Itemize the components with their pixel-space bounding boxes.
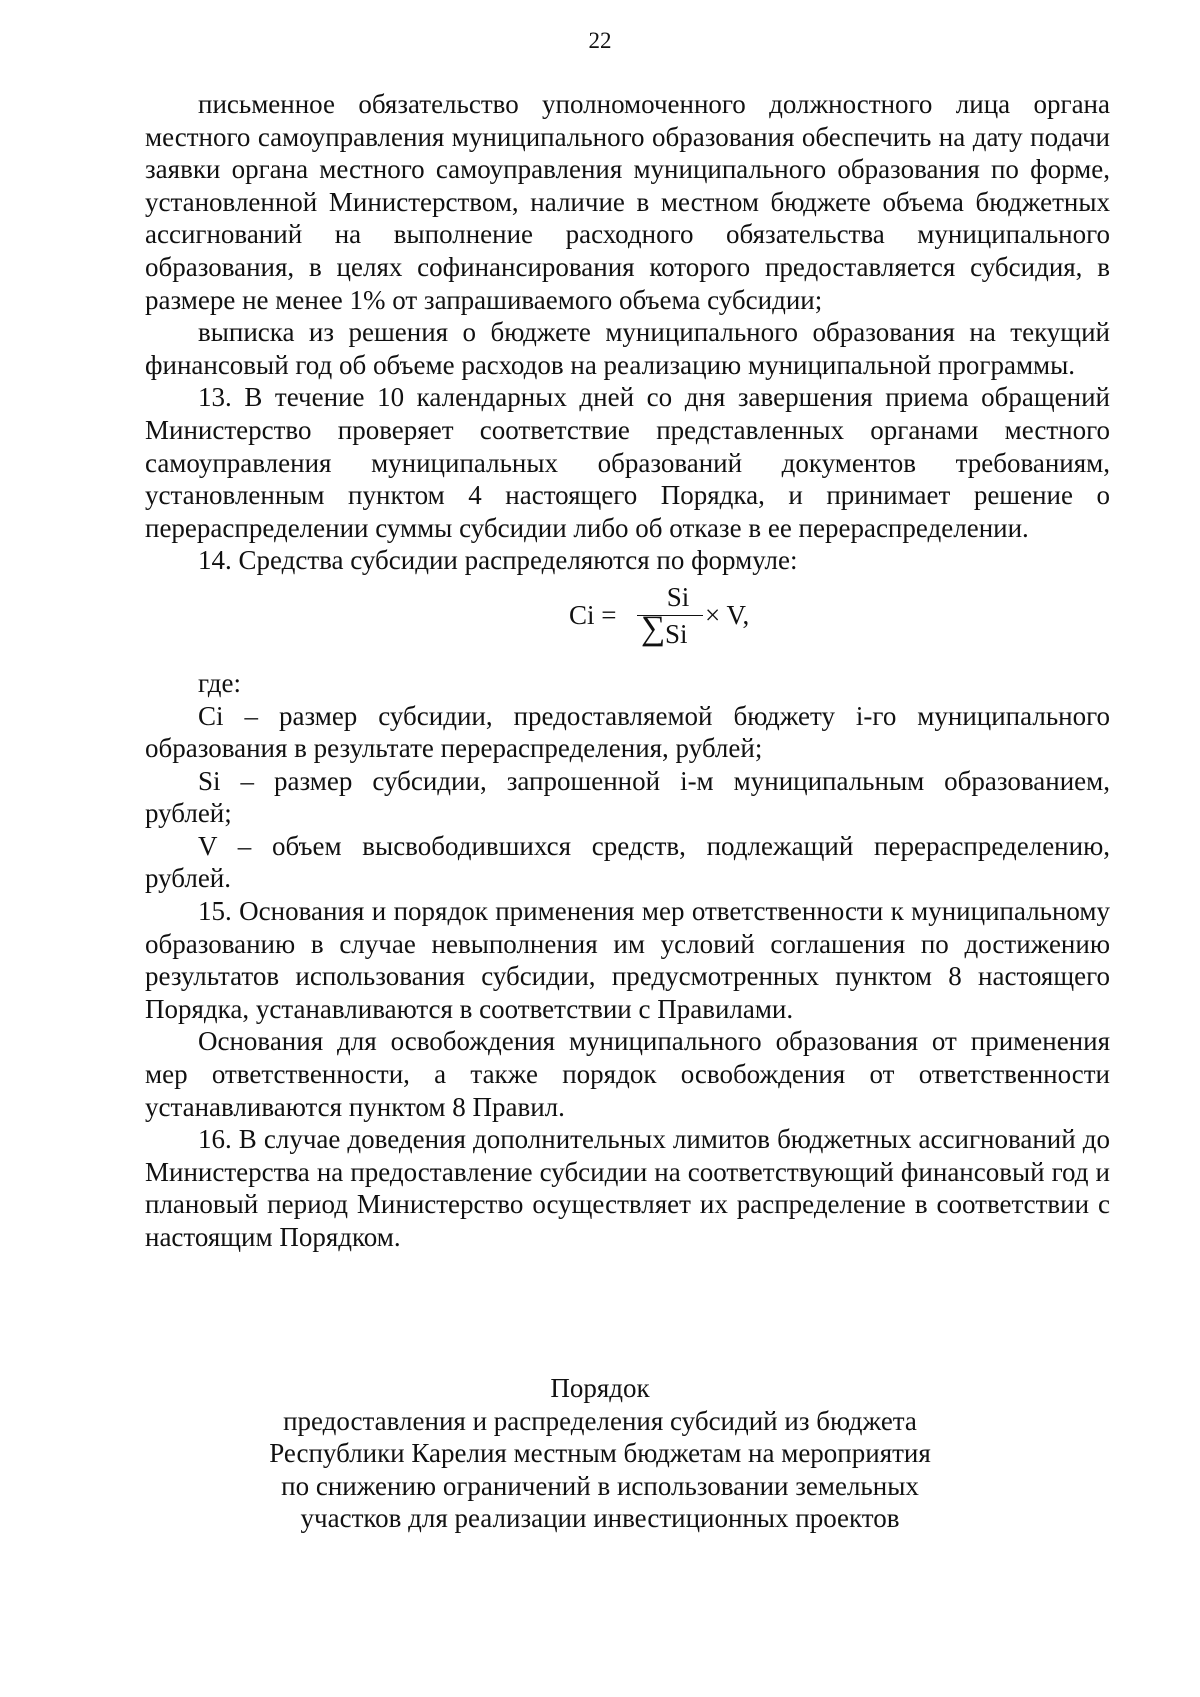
document-body [145, 88, 1110, 1254]
heading-line-3: по снижению ограничений в использовании земельных [281, 1470, 919, 1501]
formula-lhs: Ci = [569, 599, 617, 630]
paragraph-where: где: [198, 667, 241, 698]
paragraph-item-14: 14. Средства субсидии распределяются по формуле: [198, 545, 798, 576]
section-heading [0, 1372, 1200, 1535]
formula-numerator: Si [666, 581, 690, 612]
paragraph-budget-extract: выписка из решения о бюджете муниципального образования на текущий финансовый год об объеме расходов на реализацию муниципальной программы. [145, 317, 1110, 380]
distribution-formula [145, 577, 1110, 667]
heading-title: Порядок [550, 1373, 650, 1403]
heading-line-1: предоставления и распределения субсидий из бюджета [283, 1405, 917, 1436]
formula-denominator: Si [665, 618, 688, 649]
sum-sigma-icon: ∑ [641, 609, 666, 647]
paragraph-item-13: 13. В течение 10 календарных дней со дня завершения приема обращений Министерство проверяет соответствие представленных органами местного самоуправления муниципальных образований документов требованиям, установленным пунктом 4 настоящего Порядка, и принимает решение о перераспределении суммы субсидии либо об отказе в ее перераспределении. [145, 382, 1110, 543]
heading-line-4: участков для реализации инвестиционных проектов [300, 1503, 900, 1534]
definition-ci: Ci – размер субсидии, предоставляемой бюджету i-го муниципального образования в результате перераспределения, рублей; [145, 700, 1110, 764]
definition-si: Si – размер субсидии, запрошенной i-м муниципальным образованием, рублей; [145, 765, 1110, 829]
page-number: 22 [588, 28, 612, 53]
definition-v: V – объем высвободившихся средств, подлежащий перераспределению, рублей. [145, 830, 1110, 894]
heading-line-2: Республики Карелия местным бюджетам на мероприятия [269, 1438, 931, 1469]
paragraph-item-16: 16. В случае доведения дополнительных лимитов бюджетных ассигнований до Министерства на предоставление субсидии на соответствующий финансовый год и плановый период Министерство осуществляет их распределение в соответствии с настоящим Порядком. [145, 1124, 1110, 1252]
paragraph-item-15: 15. Основания и порядок применения мер ответственности к муниципальному образованию в случае невыполнения им условий соглашения по достижению результатов использования субсидии, предусмотренных пунктом 8 настоящего Порядка, устанавливаются в соответствии с Правилами. [145, 896, 1110, 1024]
paragraph-written-obligation: письменное обязательство уполномоченного должностного лица органа местного самоуправления муниципального образования обеспечить на дату подачи заявки органа местного самоуправления муниципального образования по форме, установленной Министерством, наличие в местном бюджете объема бюджетных ассигнований на выполнение расходного обязательства муниципального образования, в целях софинансирования которого предоставляется субсидия, в размере не менее 1% от запрашиваемого объема субсидии; [145, 89, 1110, 315]
paragraph-exemption: Основания для освобождения муниципального образования от применения мер ответственности, а также порядок освобождения от ответственности устанавливаются пунктом 8 Правил. [145, 1026, 1110, 1122]
formula-rhs: × V, [705, 599, 750, 630]
